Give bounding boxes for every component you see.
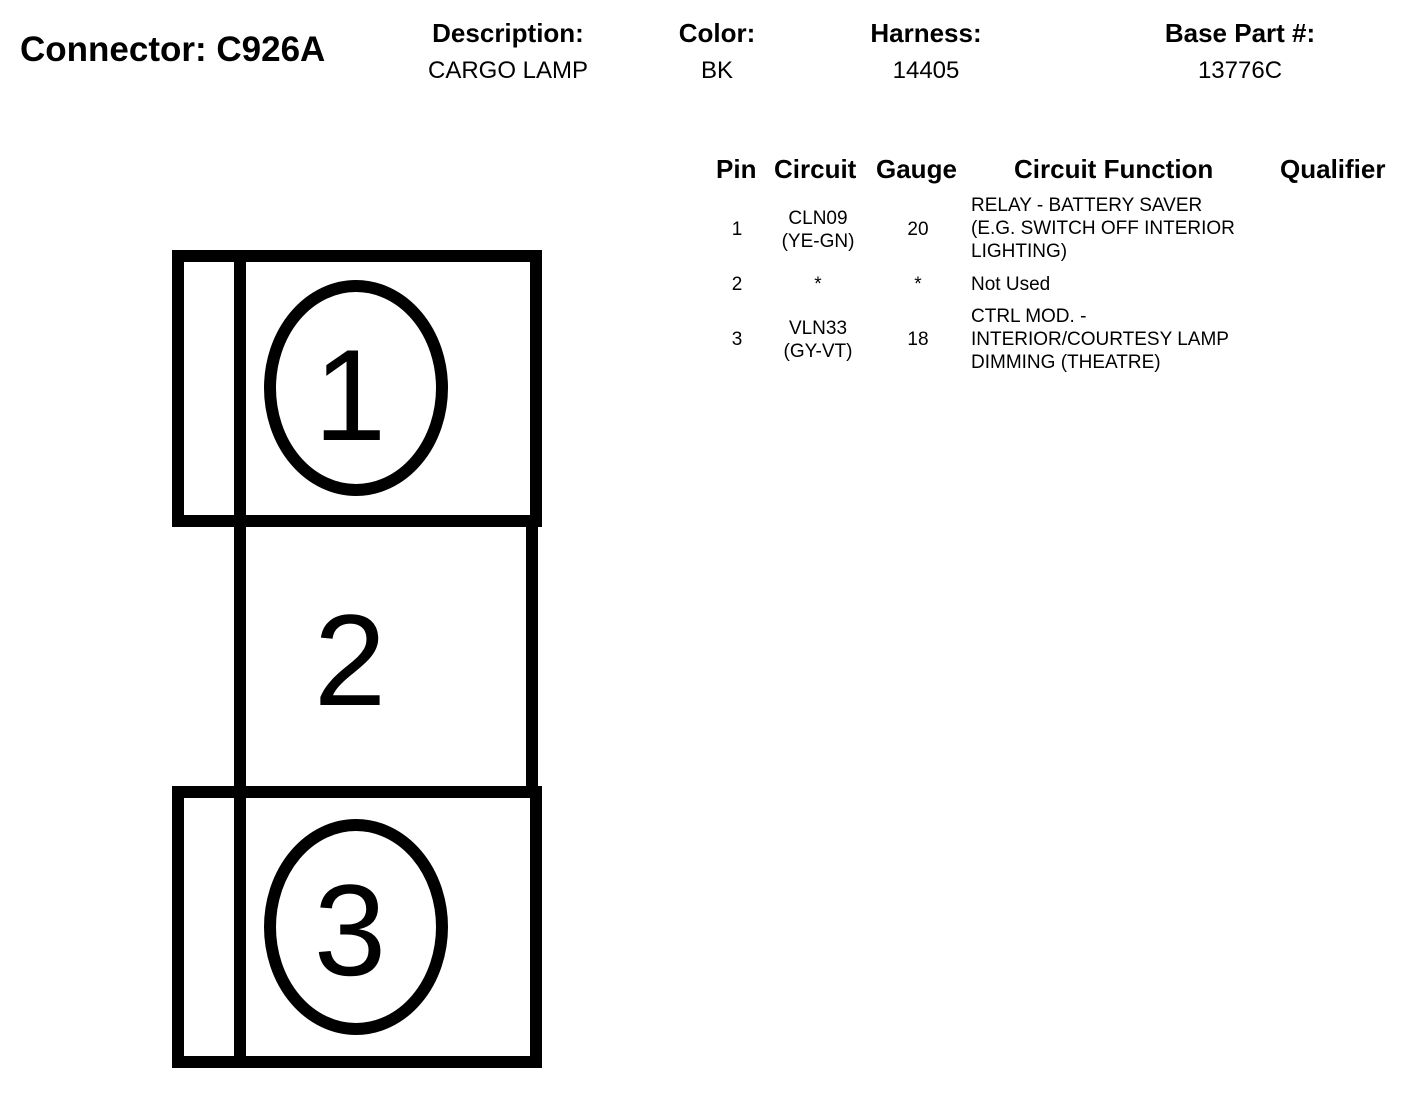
harness-value: 14405 xyxy=(892,57,960,84)
row1-circuit-id: CLN09 xyxy=(788,208,848,229)
connector-title: Connector: C926A xyxy=(20,30,326,69)
base-part-label: Base Part #: xyxy=(1164,18,1316,48)
row1-function-line3: LIGHTING) xyxy=(971,241,1068,262)
row1-function-line1: RELAY - BATTERY SAVER xyxy=(971,195,1203,216)
description-value: CARGO LAMP xyxy=(427,57,589,84)
row2-circuit: * xyxy=(814,274,822,295)
col-header-circuit: Circuit xyxy=(774,154,857,184)
row1-gauge: 20 xyxy=(907,219,929,240)
row3-function-line1: CTRL MOD. - xyxy=(971,306,1087,327)
row3-function-line2: INTERIOR/COURTESY LAMP xyxy=(971,329,1229,350)
col-header-circuit-function: Circuit Function xyxy=(1014,154,1214,184)
color-label: Color: xyxy=(678,18,756,48)
base-part-value: 13776C xyxy=(1197,57,1283,84)
row3-function-line3: DIMMING (THEATRE) xyxy=(971,352,1161,373)
description-label: Description: xyxy=(432,18,584,48)
harness-label: Harness: xyxy=(870,18,982,48)
col-header-pin: Pin xyxy=(716,154,757,184)
row1-circuit-color: (YE-GN) xyxy=(781,231,855,252)
pin-3-number: 3 xyxy=(313,857,387,1003)
row3-gauge: 18 xyxy=(907,329,929,350)
row2-function: Not Used xyxy=(971,274,1051,295)
pin-2-number: 2 xyxy=(313,587,387,733)
row3-circuit-color: (GY-VT) xyxy=(783,341,853,362)
row1-function-line2: (E.G. SWITCH OFF INTERIOR xyxy=(971,218,1235,239)
color-value: BK xyxy=(700,57,734,84)
col-header-qualifier: Qualifier xyxy=(1280,154,1386,184)
row3-circuit-id: VLN33 xyxy=(788,318,848,339)
row2-pin: 2 xyxy=(731,274,743,295)
row1-pin: 1 xyxy=(731,219,743,240)
row2-gauge: * xyxy=(914,274,922,295)
pin-1-number: 1 xyxy=(313,322,387,468)
row3-pin: 3 xyxy=(731,329,743,350)
col-header-gauge: Gauge xyxy=(876,154,957,184)
